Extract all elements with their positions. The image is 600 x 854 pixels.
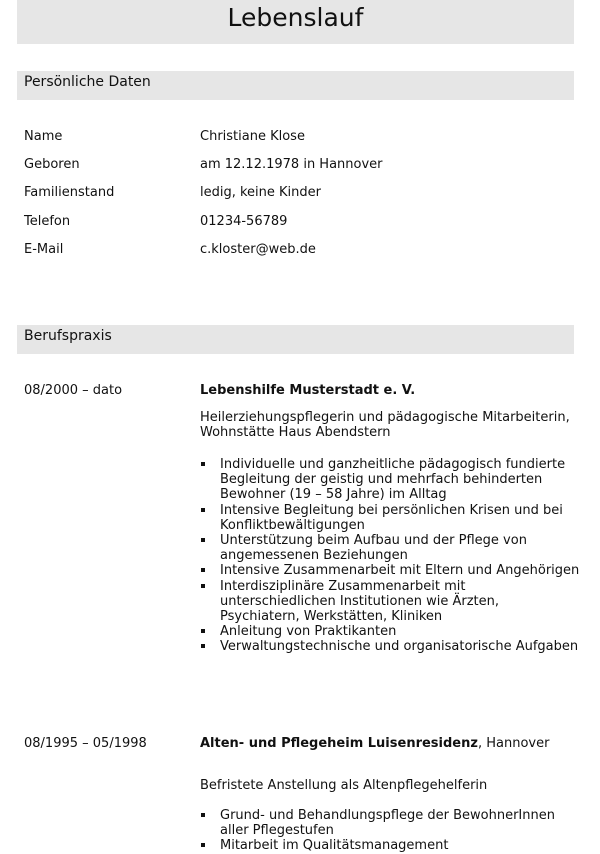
job-period: 08/2000 – dato [24,383,123,398]
job-employer-line [200,736,549,752]
row-value: Christiane Klose [200,129,305,144]
title-bar [17,0,574,44]
job-period: 08/1995 – 05/1998 [24,736,147,751]
job-employer: Lebenshilfe Musterstadt e. V. [200,383,416,398]
row-label: Name [24,129,63,144]
row-value: ledig, keine Kinder [200,185,322,200]
list-item: Individuelle und ganzheitliche pädagogisch fundierte Begleitung der geistig und mehrfach behinderten Bewohner (19 – 58 Jahre) im Alltag [200,457,580,503]
list-item: Intensive Zusammenarbeit mit Eltern und Angehörigen [200,563,580,578]
page-title: Lebenslauf [227,3,364,32]
row-label: Telefon [24,214,71,229]
row-value: c.kloster@web.de [200,242,316,257]
job-position: Befristete Anstellung als Altenpflegehelferin [200,778,488,793]
list-item: Unterstützung beim Aufbau und der Pflege von angemessenen Beziehungen [200,533,580,563]
list-item: Anleitung von Praktikanten [200,624,580,639]
section-heading-experience: Berufspraxis [17,325,574,354]
job-task-list [200,808,580,854]
list-item: Interdisziplinäre Zusammenarbeit mit unterschiedlichen Institutionen wie Ärzten, Psychiatern, Werkstätten, Kliniken [200,579,580,625]
job-location: , Hannover [477,736,550,751]
job-position: Heilerziehungspflegerin und pädagogische Mitarbeiterin, Wohnstätte Haus Abendstern [200,410,570,440]
row-label: E-Mail [24,242,64,257]
row-label: Familienstand [24,185,115,200]
list-item: Grund- und Behandlungspflege der BewohnerInnen aller Pflegestufen [200,808,580,838]
section-heading-personal: Persönliche Daten [17,71,574,100]
job-employer: Alten- und Pflegeheim Luisenresidenz [200,736,478,751]
row-label: Geboren [24,157,80,172]
row-value: am 12.12.1978 in Hannover [200,157,383,172]
job-employer-line [200,383,415,399]
job-task-list [200,457,580,655]
list-item: Mitarbeit im Qualitätsmanagement [200,838,580,853]
list-item: Verwaltungstechnische und organisatorische Aufgaben [200,639,580,654]
list-item: Intensive Begleitung bei persönlichen Krisen und bei Konfliktbewältigungen [200,503,580,533]
row-value: 01234-56789 [200,214,288,229]
